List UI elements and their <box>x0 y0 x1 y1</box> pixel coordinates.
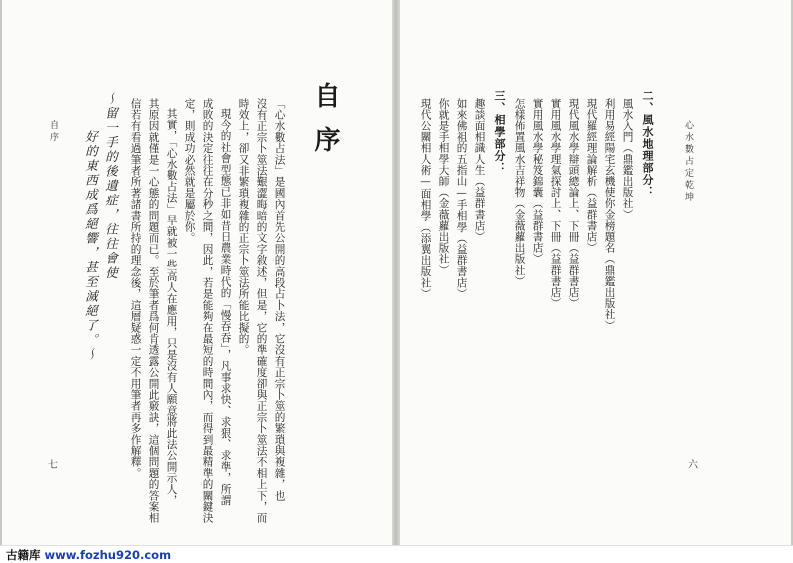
body-line: 其實，「心水數占法」早就被一些高人在應用，只是沒有人願意將此法公開示人， <box>165 108 178 506</box>
page-edge-left <box>0 0 2 545</box>
list-item: 如來佛祖的五指山—手相學（益群書店） <box>455 98 468 300</box>
handwritten-note: 好的東西成爲絕響，甚至滅絕了。〜 <box>83 130 99 362</box>
watermark-brand: 古籍库 <box>6 548 41 562</box>
page-number-right: 六 <box>688 460 698 471</box>
list-item: 怎樣佈置風水吉祥物（金薇蘿出版社） <box>513 98 526 287</box>
list-item: 利用易經陽宅玄機使你金榜題名（鼎鑑出版社） <box>603 98 616 332</box>
running-head-left: 自序 <box>48 120 58 144</box>
handwritten-note: 〜留一手的後遺症，往往會使 <box>103 92 119 281</box>
body-line: 其原因就僅是一心態的問題而已。至於筆者爲何肯透露公開此竅訣，這個問題的答案相 <box>147 98 160 524</box>
body-line: 「心水數占法」是國內首先公開的高段占卜法，它沒有正宗卜筮的繁瑣與複雜，也 <box>273 98 286 502</box>
body-line: 沒有正宗卜筮法艱澀晦暗的文字敘述，但是，它的準確度卻與正宗卜筮法不相上下，而 <box>255 98 268 524</box>
book-gutter <box>392 0 400 545</box>
list-item: 現代公關相人術—面相學（添翼出版社） <box>419 98 432 300</box>
list-item: 實用風水學理氣探討上、下冊（益群書店） <box>549 98 562 309</box>
body-line: 信若有看過筆者所著諸書所持的理念後，這層疑惑一定不用筆者再多作解釋。 <box>129 98 142 479</box>
body-line: 定，則成功必然就是屬於你。 <box>183 98 196 244</box>
section-heading: 三、相學部分： <box>493 90 506 174</box>
list-item: 實用風水學秘笈錦囊（益群書店） <box>531 98 544 265</box>
section-heading: 二、風水地理部分： <box>641 90 654 198</box>
site-watermark <box>6 547 171 563</box>
body-line: 現今的社會型態已非如昔日農業時代的「慢吞吞」，凡事求快、求狠、求準，所謂 <box>219 108 232 506</box>
list-item: 趣談面相識人生（益群書店） <box>473 98 486 243</box>
list-item: 風水入門（鼎鑑出版社） <box>621 98 634 221</box>
body-line: 成敗的決定往往在分秒之間，因此，若是能夠在最短的時間內，而得到最精準的關鍵決 <box>201 98 214 524</box>
body-line: 時效上，卻又非繁瑣複雜的正宗卜筮法所能比擬的。 <box>237 98 250 356</box>
running-head-right: 心水數占定乾坤 <box>683 120 693 204</box>
watermark-url: www.fozhu920.com <box>44 548 172 562</box>
list-item: 你就是手相學大師（金薇蘿出版社） <box>437 98 450 276</box>
list-item: 現代羅經理論解析（益群書店） <box>585 98 598 254</box>
page-title: 自序 <box>310 82 340 170</box>
page-number-left: 七 <box>48 460 58 471</box>
list-item: 現代風水學辯頭總論上、下冊（益群書店） <box>567 98 580 309</box>
